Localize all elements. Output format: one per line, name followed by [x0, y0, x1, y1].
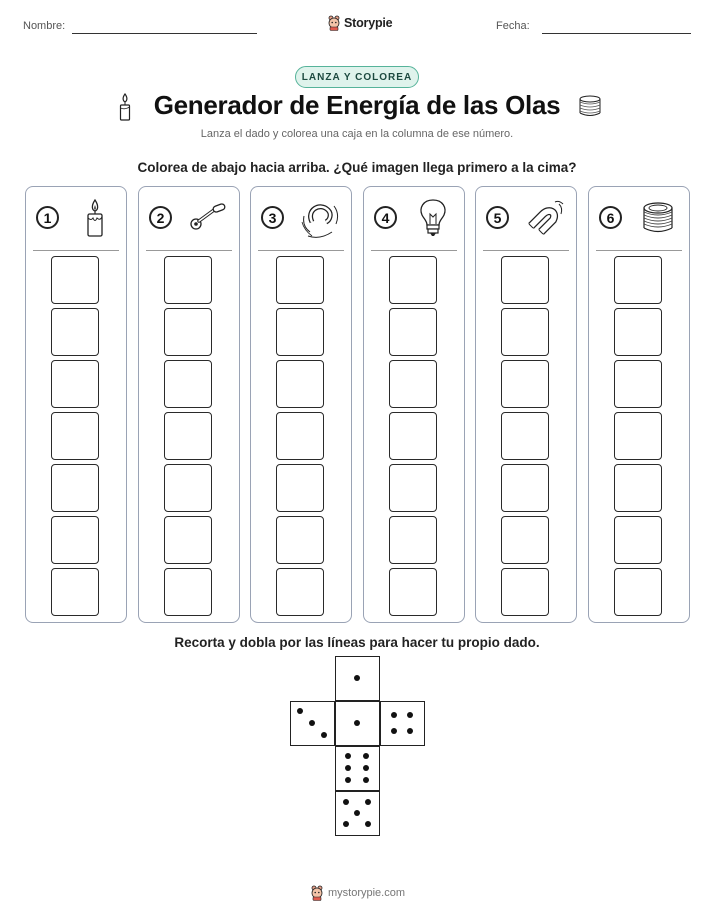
color-box[interactable]	[51, 308, 99, 356]
color-box[interactable]	[614, 256, 662, 304]
color-box[interactable]	[164, 412, 212, 460]
dice-pip	[354, 675, 360, 681]
dice-face-1	[335, 656, 380, 701]
dice-pip	[363, 753, 369, 759]
spinning-magnet-icon	[298, 196, 342, 240]
column-divider	[146, 250, 232, 251]
color-box[interactable]	[164, 256, 212, 304]
dice-pip	[297, 708, 303, 714]
dice-face-5	[335, 791, 380, 836]
color-box[interactable]	[51, 464, 99, 512]
color-box[interactable]	[276, 308, 324, 356]
footer	[310, 885, 405, 901]
color-box[interactable]	[276, 568, 324, 616]
column-3	[250, 186, 352, 623]
column-number: 4	[374, 206, 397, 229]
column-divider	[33, 250, 119, 251]
copper-coil-icon	[636, 196, 680, 240]
color-box[interactable]	[164, 516, 212, 564]
color-box[interactable]	[389, 256, 437, 304]
storypie-mascot-icon	[327, 15, 341, 31]
color-box[interactable]	[389, 308, 437, 356]
activity-badge: LANZA Y COLOREA	[295, 66, 419, 88]
brand-logo	[327, 13, 392, 33]
name-label: Nombre:	[23, 20, 66, 32]
color-box[interactable]	[51, 516, 99, 564]
dice-pip	[309, 720, 315, 726]
color-box[interactable]	[614, 308, 662, 356]
color-box[interactable]	[614, 516, 662, 564]
color-box[interactable]	[501, 412, 549, 460]
dice-face-3	[290, 701, 335, 746]
dice-pip	[363, 777, 369, 783]
column-2	[138, 186, 240, 623]
column-1	[25, 186, 127, 623]
color-box[interactable]	[614, 568, 662, 616]
dice-pip	[345, 765, 351, 771]
color-box[interactable]	[389, 360, 437, 408]
page-subtitle: Lanza el dado y colorea una caja en la columna de ese número.	[200, 128, 514, 140]
dice-face-4	[380, 701, 425, 746]
color-box[interactable]	[276, 412, 324, 460]
dice-pip	[345, 753, 351, 759]
column-number: 6	[599, 206, 622, 229]
color-box[interactable]	[501, 360, 549, 408]
dice-pip	[354, 720, 360, 726]
dice-pip	[391, 712, 397, 718]
color-box[interactable]	[276, 516, 324, 564]
color-box[interactable]	[51, 568, 99, 616]
color-box[interactable]	[614, 412, 662, 460]
color-box[interactable]	[164, 308, 212, 356]
dice-face-6	[335, 746, 380, 791]
color-box[interactable]	[389, 412, 437, 460]
column-5	[475, 186, 577, 623]
color-box[interactable]	[276, 464, 324, 512]
dice-pip	[407, 728, 413, 734]
date-label: Fecha:	[496, 20, 530, 32]
dice-pip	[321, 732, 327, 738]
dice-net	[290, 656, 425, 836]
dice-pip	[363, 765, 369, 771]
column-6	[588, 186, 690, 623]
storypie-mascot-icon	[310, 885, 324, 901]
light-bulb-icon	[411, 196, 455, 240]
color-box[interactable]	[614, 360, 662, 408]
coloring-instruction: Colorea de abajo hacia arriba. ¿Qué imagen llega primero a la cima?	[137, 160, 577, 175]
title-candle-icon	[117, 92, 133, 122]
color-box[interactable]	[501, 516, 549, 564]
brand-name: Storypie	[344, 16, 393, 30]
dice-pip	[407, 712, 413, 718]
color-box[interactable]	[164, 464, 212, 512]
color-box[interactable]	[276, 256, 324, 304]
dice-pip	[345, 777, 351, 783]
column-number: 5	[486, 206, 509, 229]
dice-pip	[354, 810, 360, 816]
column-divider	[371, 250, 457, 251]
page-title: Generador de Energía de las Olas	[153, 90, 561, 120]
color-box[interactable]	[501, 308, 549, 356]
column-divider	[258, 250, 344, 251]
footer-url[interactable]: mystorypie.com	[328, 887, 406, 899]
cut-instruction: Recorta y dobla por las líneas para hacer tu propio dado.	[174, 635, 540, 650]
color-box[interactable]	[389, 464, 437, 512]
candle-icon	[73, 196, 117, 240]
dice-pip	[365, 799, 371, 805]
dice-pip	[343, 799, 349, 805]
color-box[interactable]	[164, 360, 212, 408]
name-field-line[interactable]	[72, 33, 257, 34]
column-4	[363, 186, 465, 623]
color-box[interactable]	[501, 568, 549, 616]
color-box[interactable]	[501, 256, 549, 304]
dice-pip	[365, 821, 371, 827]
dice-pip	[343, 821, 349, 827]
horseshoe-magnet-icon	[523, 196, 567, 240]
dice-pip	[391, 728, 397, 734]
color-box[interactable]	[164, 568, 212, 616]
column-number: 2	[149, 206, 172, 229]
color-box[interactable]	[51, 256, 99, 304]
column-divider	[596, 250, 682, 251]
column-divider	[483, 250, 569, 251]
color-box[interactable]	[389, 516, 437, 564]
date-field-line[interactable]	[542, 33, 691, 34]
column-number: 3	[261, 206, 284, 229]
color-box[interactable]	[51, 412, 99, 460]
color-box[interactable]	[276, 360, 324, 408]
column-number: 1	[36, 206, 59, 229]
color-box[interactable]	[51, 360, 99, 408]
color-box[interactable]	[501, 464, 549, 512]
color-box[interactable]	[389, 568, 437, 616]
crank-handle-icon	[186, 196, 230, 240]
dice-face-1	[335, 701, 380, 746]
color-box[interactable]	[614, 464, 662, 512]
title-coil-icon	[577, 93, 603, 119]
